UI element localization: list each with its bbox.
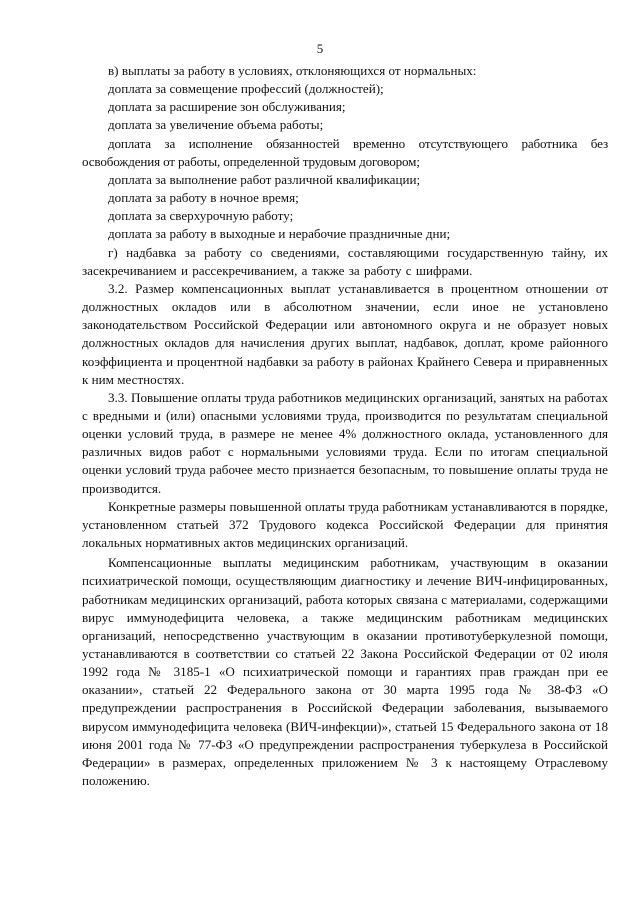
paragraph-3-2-compensation-size: 3.2. Размер компенсационных выплат устанавливается в процентном отношении от должностных окладов или в абсолютном значении, если иное не установлено законодательством Российской Федерации или автономного округа и не образует новых должностных окладов для начисления других выплат, надбавок, доплат, кроме районного коэффициента и процентной надбавки за работу в районах Крайнего Севера и приравненных к ним местностях.	[82, 280, 608, 387]
paragraph-overtime: доплата за сверхурочную работу;	[108, 208, 294, 224]
paragraph-specific-amounts: Конкретные размеры повышенной оплаты труда работникам устанавливаются в порядке, установленном статьей 372 Трудового кодекса Российской Федерации для принятия локальных нормативных актов медицинских организаций.	[82, 498, 608, 551]
paragraph-different-qualification: доплата за выполнение работ различной квалификации;	[108, 171, 421, 187]
paragraph-medical-workers-compensation: Компенсационные выплаты медицинским работникам, участвующим в оказании психиатрической помощи, осуществляющим диагностику и лечение ВИЧ-инфицированных, работникам медицинских организаций, работа которых связана с материалами, содержащими вирус иммунодефицита человека, а также медицинским работникам медицинских организаций, непосредственно участвующим в оказании противотуберкулезной помощи, устанавливаются в соответствии со статьей 22 Закона Российской Федерации от 02 июля 1992 года № 3185-1 «О психиатрической помощи и гарантиях прав граждан при ее оказании», статьей 22 Федерального закона от 30 марта 1995 года № 38-ФЗ «О предупреждении распространения в Российской Федерации заболевания, вызываемого вирусом иммунодефицита человека (ВИЧ-инфекции)», статьей 15 Федерального закона от 18 июня 2001 года № 77-ФЗ «О предупреждении распространения туберкулеза в Российской Федерации» в размерах, определенных приложением № 3 к настоящему Отраслевому положению.	[82, 555, 608, 789]
document-body	[82, 62, 608, 790]
paragraph-combined-professions: доплата за совмещение профессий (должностей);	[108, 81, 384, 97]
paragraph-state-secret-bonus: г) надбавка за работу со сведениями, составляющими государственную тайну, их засекречиванием и рассекречиванием, а также за работу с шифрами.	[82, 244, 608, 278]
paragraph-work-volume: доплата за увеличение объема работы;	[108, 117, 324, 133]
paragraph-3-3-harmful-conditions: 3.3. Повышение оплаты труда работников медицинских организаций, занятых на работах с вредными и (или) опасными условиями труда, производится по результатам специальной оценки условий труда, в размере не менее 4% должностного оклада, установленного для различных видов работ с нормальными условиями труда. Если по итогам специальной оценки условий труда рабочее место признается безопасным, то повышение оплаты труда не производится.	[82, 389, 608, 496]
paragraph-night-work: доплата за работу в ночное время;	[108, 190, 299, 206]
paragraph-service-zones: доплата за расширение зон обслуживания;	[108, 99, 346, 115]
paragraph-holidays: доплата за работу в выходные и нерабочие праздничные дни;	[108, 226, 451, 242]
paragraph-absent-worker-duties: доплата за исполнение обязанностей временно отсутствующего работника без освобождения от работы, определенной трудовым договором;	[82, 135, 608, 169]
page-number: 5	[316, 41, 324, 56]
paragraph-payments-abnormal-conditions: в) выплаты за работу в условиях, отклоняющихся от нормальных:	[108, 63, 477, 78]
